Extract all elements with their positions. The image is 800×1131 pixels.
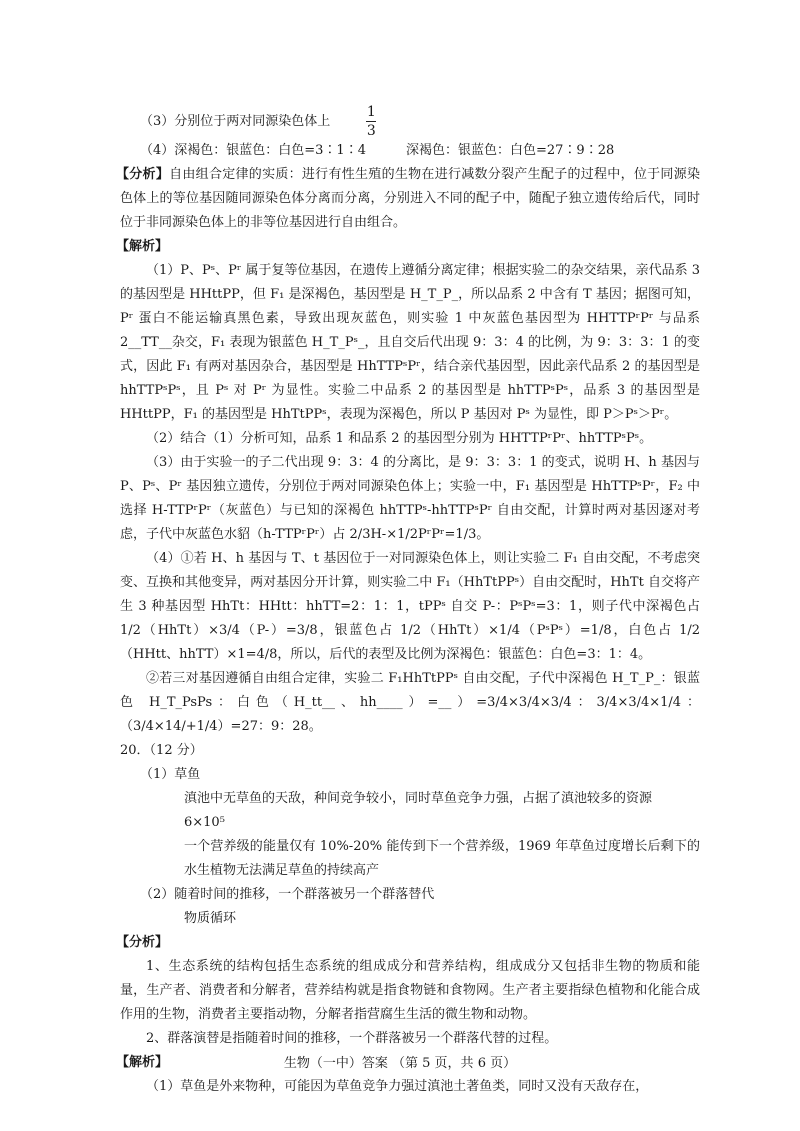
fraction-answer — [366, 104, 376, 139]
fraction-denominator: 3 — [366, 123, 376, 139]
analysis-text: 自由组合定律的实质：进行有性生殖的生物在进行减数分裂产生配子的过程中，位于同源染色体上的等位基因随同源染色体分离而分离，分别进入不同的配子中，随配子独立遗传给后代，同时位于非同源染色体上的非等位基因进行自由组合。 — [120, 167, 700, 230]
q4-answer-row — [120, 139, 700, 163]
q3-answer-row — [120, 104, 700, 139]
q20-1-answer: （1）草鱼 — [140, 767, 201, 782]
analysis2-part1: 1、生态系统的结构包括生态系统的组成成分和营养结构，组成成分又包括非生物的物质和能量，生产者、消费者和分解者，营养结构就是指食物链和食物网。生产者主要指绿色植物和化能合成作用的生物，消费者主要指动物，分解者指营腐生生活的微生物和动物。 — [120, 959, 700, 1022]
solution-heading: 【解析】 — [116, 239, 169, 254]
q4-answer-b: 深褐色：银蓝色：白色=27∶9∶28 — [405, 143, 615, 158]
analysis-paragraph — [116, 163, 700, 235]
page-footer: 生物（一中）答案 （第 5 页，共 6 页） — [283, 1056, 517, 1071]
solution-part2: （2）结合（1）分析可知，品系 1 和品系 2 的基因型分别为 HHTTPʳPʳ、hhTTPˢPˢ。 — [146, 431, 653, 446]
q20-1-reason: 滇池中无草鱼的天敌，种间竞争较小，同时草鱼竞争力强，占据了滇池较多的资源 — [184, 791, 653, 806]
solution2-part1: （1）草鱼是外来物种，可能因为草鱼竞争力强过滇池土著鱼类，同时又没有天敌存在， — [146, 1079, 649, 1094]
q20-2-term: 物质循环 — [184, 911, 237, 926]
q20-1-value: 6×10⁵ — [184, 815, 225, 830]
fraction-numerator: 1 — [366, 104, 376, 120]
page-content — [116, 104, 700, 1099]
q4-answer-a: （4）深褐色：银蓝色：白色=3∶1∶4 — [140, 143, 366, 158]
q3-answer: （3）分别位于两对同源染色体上 — [140, 113, 331, 129]
solution-part1: （1）P、Pˢ、Pʳ 属于复等位基因，在遗传上遵循分离定律；根据实验二的杂交结果，亲代品系 3 的基因型是 HHttPP，但 F₁ 是深褐色，基因型是 H_T_P_，所以品系 2 中含有 T 基因；据图可知，Pʳ 蛋白不能运输真黑色素，导致出现灰蓝色，则实验 1 中灰蓝色基因型为 HHTTPʳPʳ 与品系 2__TT__杂交，F₁ 表现为银蓝色 H_T_Pˢ_，且自交后代出现 9：3：4 的比例，为 9：3：3：1 的变式，因此 F₁ 有两对基因杂合，基因型是 HhTTPˢPʳ，结合亲代基因型，因此亲代品系 2 的基因型是 hhTTPˢPˢ，且 Pˢ 对 Pʳ 为显性。实验二中品系 2 的基因型是 hhTTPˢPˢ，品系 3 的基因型是 HHttPP，F₁ 的基因型是 HhTtPPˢ，表现为深褐色，所以 P 基因对 Pˢ 为显性，即 P＞Pˢ＞Pʳ。 — [120, 263, 700, 422]
solution-part5: ②若三对基因遵循自由组合定律，实验二 F₁HhTtPPˢ 自由交配，子代中深褐色 H_T_P_：银蓝色 H_T_PsPs：白色（H_tt__、hh____）=__）=3/4×3/4×3/4：3/4×3/4×1/4：（3/4×14/+1/4）=27：9：28。 — [120, 671, 700, 734]
q20-1-explanation: 一个营养级的能量仅有 10%-20% 能传到下一个营养级，1969 年草鱼过度增长后剩下的水生植物无法满足草鱼的持续高产 — [184, 839, 700, 878]
solution-part3: （3）由于实验一的子二代出现 9：3：4 的分离比，是 9：3：3：1 的变式，说明 H、h 基因与 P、Pˢ、Pʳ 基因独立遗传，分别位于两对同源染色体上；实验一中，F₁ 基因型是 HhTTPˢPʳ，F₂ 中选择 H-TTPʳPʳ（灰蓝色）与已知的深褐色 hhTTPˢ-hhTTPˢPʳ 自由交配，计算时两对基因逐对考虑，子代中灰蓝色水貂（h-TTPʳPʳ）占 2/3H-×1/2PʳPʳ=1/3。 — [120, 455, 700, 542]
analysis-heading: 【分析】 — [116, 167, 170, 182]
q20-heading: 20．（12 分） — [120, 743, 203, 758]
analysis2-part2: 2、群落演替是指随着时间的推移，一个群落被另一个群落代替的过程。 — [146, 1031, 558, 1046]
fraction-bar — [366, 121, 376, 122]
analysis2-heading: 【分析】 — [116, 935, 169, 950]
solution-part4: （4）①若 H、h 基因与 T、t 基因位于一对同源染色体上，则让实验二 F₁ 自由交配，不考虑突变、互换和其他变异，两对基因分开计算，则实验二中 F₁（HhTtPPˢ）自由交配时，HhTt 自交将产生 3 种基因型 HhTt：HHtt：hhTT=2：1：1，tPPˢ 自交 P-：PˢPˢ=3：1，则子代中深褐色占 1/2（HhTt）×3/4（P-）=3/8，银蓝色占 1/2（HhTt）×1/4（PˢPˢ）=1/8，白色占 1/2（HHtt、hhTT）×1=4/8，所以，后代的表型及比例为深褐色：银蓝色：白色=3：1：4。 — [120, 551, 700, 662]
q20-2-answer: （2）随着时间的推移，一个群落被另一个群落替代 — [140, 887, 435, 902]
solution2-heading: 【解析】 — [116, 1055, 169, 1070]
